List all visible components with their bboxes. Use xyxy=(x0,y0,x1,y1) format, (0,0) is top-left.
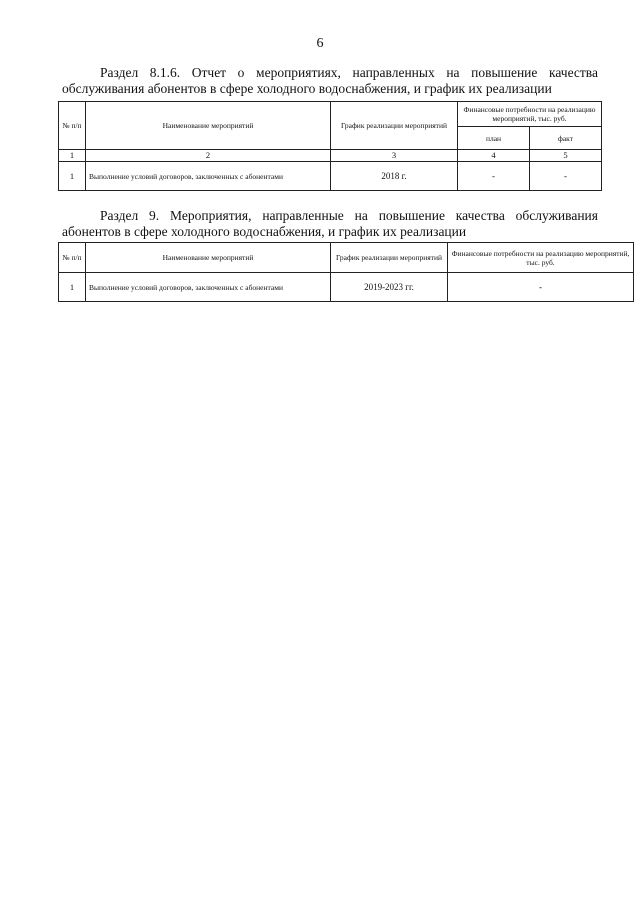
column-number: 1 xyxy=(59,150,86,162)
header-schedule: График реализации мероприятий xyxy=(331,102,458,150)
row-finance: - xyxy=(448,273,634,302)
header-name: Наименование мероприятий xyxy=(86,102,331,150)
column-number: 3 xyxy=(331,150,458,162)
row-schedule: 2019-2023 гг. xyxy=(331,273,448,302)
header-name: Наименование мероприятий xyxy=(86,243,331,273)
row-num: 1 xyxy=(59,273,86,302)
section-8-1-6-table xyxy=(58,101,602,191)
column-number: 4 xyxy=(458,150,530,162)
table-row xyxy=(59,162,602,191)
section-9-table xyxy=(58,242,634,302)
section-8-1-6-heading xyxy=(62,65,598,97)
header-finance: Финансовые потребности на реализацию мероприятий, тыс. руб. xyxy=(458,102,602,127)
header-fact: факт xyxy=(530,127,602,150)
table-row xyxy=(59,273,634,302)
section-9-heading-text: Раздел 9. Мероприятия, направленные на повышение качества обслуживания абонентов в сфере холодного водоснабжения, и график их реализации xyxy=(62,208,598,239)
row-schedule: 2018 г. xyxy=(331,162,458,191)
header-plan: план xyxy=(458,127,530,150)
row-name: Выполнение условий договоров, заключенных с абонентами xyxy=(86,162,331,191)
column-number: 5 xyxy=(530,150,602,162)
header-finance: Финансовые потребности на реализацию мероприятий, тыс. руб. xyxy=(448,243,634,273)
section-8-1-6-heading-text: Раздел 8.1.6. Отчет о мероприятиях, направленных на повышение качества обслуживания абонентов в сфере холодного водоснабжения, и график их реализации xyxy=(62,65,598,96)
row-fact: - xyxy=(530,162,602,191)
row-num: 1 xyxy=(59,162,86,191)
section-9-heading xyxy=(62,208,598,240)
row-name: Выполнение условий договоров, заключенных с абонентами xyxy=(86,273,331,302)
column-number: 2 xyxy=(86,150,331,162)
page-number: 6 xyxy=(316,36,324,51)
row-plan: - xyxy=(458,162,530,191)
header-num: № п/п xyxy=(59,243,86,273)
header-num: № п/п xyxy=(59,102,86,150)
header-schedule: График реализации мероприятий xyxy=(331,243,448,273)
column-number-row xyxy=(59,150,602,162)
